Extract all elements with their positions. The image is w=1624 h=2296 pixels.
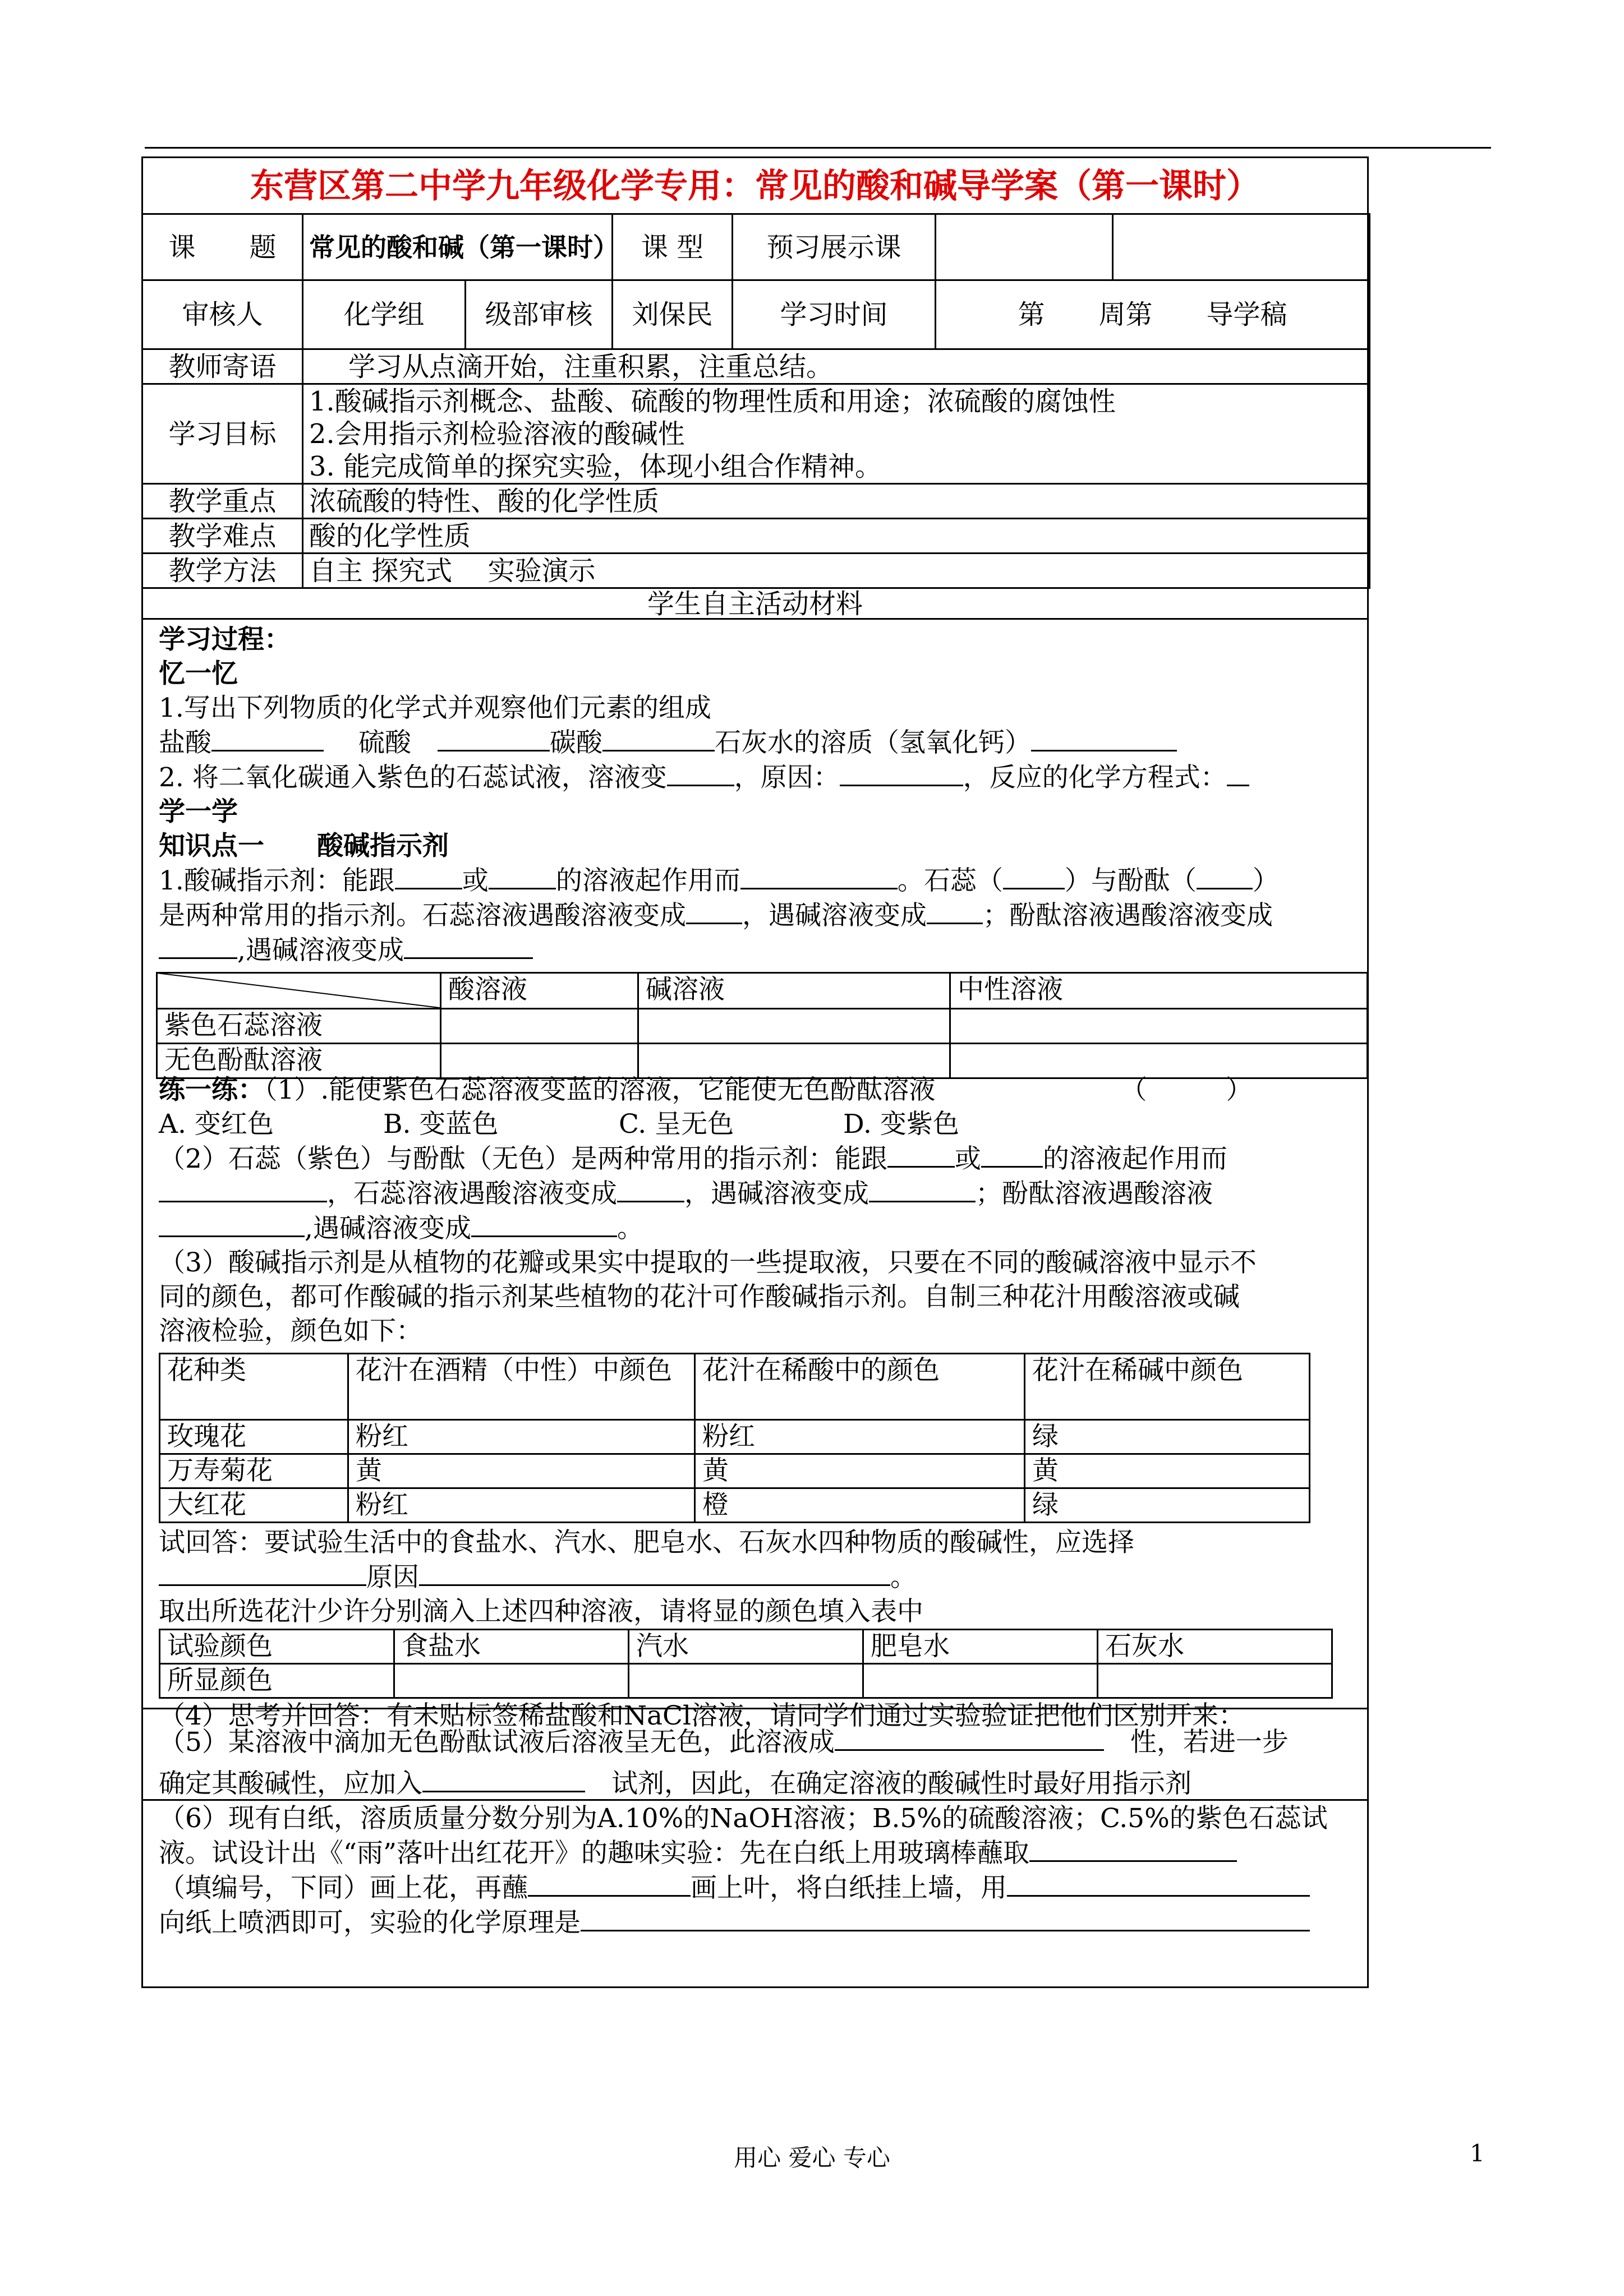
text: 。石蕊（ <box>897 865 1003 896</box>
activity-content <box>159 623 1354 1733</box>
text: ；酚酞溶液遇酸溶液 <box>976 1178 1213 1209</box>
answer-line[interactable] <box>141 1708 1369 1709</box>
text: ，原因： <box>734 762 840 793</box>
table-cell: 黄 <box>348 1454 695 1488</box>
goal-item: 2.会用指示剂检验溶液的酸碱性 <box>309 418 685 450</box>
answer-cell[interactable] <box>394 1664 629 1698</box>
goals-list <box>303 384 1370 484</box>
difficulty-value: 酸的化学性质 <box>303 519 1370 554</box>
answer-blank[interactable] <box>438 725 550 751</box>
empty-cell <box>1113 214 1370 280</box>
text: 画上叶，将白纸挂上墙，用 <box>691 1873 1007 1903</box>
answer-blank[interactable] <box>528 1870 691 1897</box>
take-instruction: 取出所选花汁少许分别滴入上述四种溶液，请将显的颜色填入表中 <box>159 1596 923 1627</box>
recall-heading: 忆一忆 <box>159 658 238 689</box>
text: 的溶液起作用而 <box>1042 1144 1227 1174</box>
practice-6-line3 <box>159 1870 1354 1905</box>
process-heading: 学习过程： <box>159 624 291 655</box>
table-header: 食盐水 <box>394 1630 629 1664</box>
answer-cell[interactable] <box>638 1009 950 1044</box>
table-header: 花汁在稀碱中颜色 <box>1025 1354 1310 1420</box>
practice-6-line4 <box>159 1905 1354 1940</box>
answer-blank[interactable] <box>159 1560 366 1586</box>
practice-5 <box>159 1725 1354 1759</box>
table-header: 花汁在稀酸中的颜色 <box>695 1354 1025 1420</box>
diagonal-line <box>156 972 448 1011</box>
answer-blank[interactable] <box>740 863 898 889</box>
topic-value: 常见的酸和碱（第一课时） <box>303 214 613 280</box>
answer-blank[interactable] <box>159 1211 305 1237</box>
method-label: 教学方法 <box>142 554 303 588</box>
answer-blank[interactable] <box>1007 1870 1310 1897</box>
text: （5）某溶液中滴加无色酚酞试液后溶液呈无色，此溶液成 <box>159 1727 835 1758</box>
text: ）与酚酞（ <box>1064 865 1197 896</box>
table-row-label: 无色酚酞溶液 <box>157 1044 441 1078</box>
answer-blank[interactable] <box>869 1176 976 1202</box>
practice-1-options <box>159 1107 1354 1141</box>
page-footer: 用心 爱心 专心 <box>734 2144 890 2171</box>
table-cell: 大红花 <box>160 1488 348 1523</box>
text: 性，若进一步 <box>1130 1727 1289 1758</box>
text: ） <box>1252 865 1279 896</box>
answer-blank[interactable] <box>840 760 963 786</box>
answer-blank[interactable] <box>419 1560 890 1586</box>
answer-blank[interactable] <box>1029 1836 1237 1862</box>
para-1 <box>159 863 1354 898</box>
text: ，石蕊溶液遇酸溶液变成 <box>327 1178 617 1209</box>
color-table <box>159 1629 1333 1699</box>
page-number: 1 <box>1470 2140 1485 2167</box>
difficulty-label: 教学难点 <box>142 519 303 554</box>
table-header: 肥皂水 <box>863 1630 1098 1664</box>
practice-2-line3 <box>159 1211 1354 1246</box>
option-b[interactable]: B. 变蓝色 <box>383 1109 499 1140</box>
text: 原因 <box>366 1562 419 1593</box>
table-header: 碱溶液 <box>638 973 950 1009</box>
answer-blank[interactable] <box>1197 863 1253 889</box>
table-cell: 绿 <box>1025 1420 1310 1454</box>
practice-3-line3: 溶液检验，颜色如下： <box>159 1316 422 1347</box>
practice-3-line1: （3）酸碱指示剂是从植物的花瓣或果实中提取的一些提取液，只要在不同的酸碱溶液中显示不 <box>159 1247 1257 1278</box>
table-header: 石灰水 <box>1098 1630 1332 1664</box>
table-cell: 粉红 <box>348 1488 695 1523</box>
practice-3-line2: 同的颜色，都可作酸碱的指示剂某些植物的花汁可作酸碱指示剂。自制三种花汁用酸溶液或碱 <box>159 1281 1240 1312</box>
answer-blank[interactable] <box>1003 863 1065 889</box>
practice-2 <box>159 1141 1354 1176</box>
focus-label: 教学重点 <box>142 484 303 519</box>
text: 的溶液起作用而 <box>555 865 740 896</box>
text: 或 <box>462 865 489 896</box>
activity-content-lower <box>159 1725 1354 1801</box>
answer-cell[interactable] <box>638 1044 950 1078</box>
teacher-label: 教师寄语 <box>142 349 303 384</box>
answer-cell[interactable] <box>863 1664 1098 1698</box>
answer-cell[interactable] <box>441 1009 638 1044</box>
answer-blank[interactable] <box>471 1211 617 1237</box>
activity-content-last <box>159 1801 1354 1940</box>
goal-item: 1.酸碱指示剂概念、盐酸、硫酸的物理性质和用途；浓硫酸的腐蚀性 <box>309 385 1116 417</box>
text: 或 <box>954 1144 981 1174</box>
text: （2）石蕊（紫色）与酚酞（无色）是两种常用的指示剂：能跟 <box>159 1144 887 1174</box>
teacher-value: 学习从点滴开始，注重积累，注重总结。 <box>303 349 1370 384</box>
item-label: 硫酸 <box>358 727 411 758</box>
question-1: 1.写出下列物质的化学式并观察他们元素的组成 <box>159 693 711 723</box>
text: （1）.能使紫色石蕊溶液变蓝的溶液，它能使无色酚酞溶液 <box>264 1075 936 1105</box>
practice-5-line2 <box>159 1766 1354 1801</box>
focus-value: 浓硫酸的特性、酸的化学性质 <box>303 484 1370 519</box>
practice-6-line2 <box>159 1836 1354 1870</box>
reviewer-label: 审核人 <box>142 280 303 349</box>
answer-blank[interactable] <box>1227 760 1249 786</box>
table-cell: 粉红 <box>348 1420 695 1454</box>
section-divider <box>141 1799 1369 1801</box>
practice-heading: 练一练： <box>159 1075 264 1105</box>
table-row-label: 紫色石蕊溶液 <box>157 1009 441 1044</box>
text: 。 <box>617 1213 643 1244</box>
text: （填编号，下同）画上花，再蘸 <box>159 1873 528 1903</box>
answer-blank[interactable] <box>422 1766 585 1792</box>
text: 液。试设计出《“雨”落叶出红花开》的趣味实验：先在白纸上用玻璃棒蘸取 <box>159 1838 1030 1869</box>
answer-blank[interactable] <box>211 725 324 751</box>
practice-6: （6）现有白纸，溶质质量分数分别为A.10%的NaOH溶液；B.5%的硫酸溶液；C.5%的紫色石蕊试 <box>159 1803 1328 1834</box>
item-label: 碳酸 <box>549 727 602 758</box>
text: 1.酸碱指示剂：能跟 <box>159 865 395 896</box>
try-answer: 试回答：要试验生活中的食盐水、汽水、肥皂水、石灰水四种物质的酸碱性，应选择 <box>159 1527 1134 1558</box>
table-cell: 粉红 <box>695 1420 1025 1454</box>
answer-cell[interactable] <box>629 1664 863 1698</box>
answer-cell[interactable] <box>950 1044 1368 1078</box>
table-cell: 橙 <box>695 1488 1025 1523</box>
text: 确定其酸碱性，应加入 <box>159 1768 422 1799</box>
table-header: 汽水 <box>629 1630 863 1664</box>
answer-blank[interactable] <box>489 863 556 889</box>
table-cell: 黄 <box>695 1454 1025 1488</box>
text: ，反应的化学方程式： <box>963 762 1227 793</box>
answer-blank[interactable] <box>617 1176 684 1202</box>
answer-paren[interactable]: （ ） <box>1120 1075 1253 1105</box>
table-header: 花种类 <box>160 1354 348 1420</box>
dept-value: 刘保民 <box>613 280 733 349</box>
goals-label: 学习目标 <box>142 384 303 484</box>
topic-label: 课 题 <box>142 214 303 280</box>
answer-blank[interactable] <box>667 760 734 786</box>
header-rule <box>145 147 1491 149</box>
goal-item: 3. 能完成简单的探究实验，体现小组合作精神。 <box>309 450 882 482</box>
indicator-table-wrap <box>159 972 1354 1076</box>
text: ，遇碱溶液变成 <box>684 1178 869 1209</box>
dept-label: 级部审核 <box>466 280 613 349</box>
option-c[interactable]: C. 呈无色 <box>619 1109 734 1140</box>
table-header: 花汁在酒精（中性）中颜色 <box>348 1354 695 1420</box>
table-cell: 黄 <box>1025 1454 1310 1488</box>
table-cell: 绿 <box>1025 1488 1310 1523</box>
table-row-label: 所显颜色 <box>160 1664 394 1698</box>
page-title: 东营区第二中学九年级化学专用：常见的酸和碱导学案（第一课时） <box>250 167 1260 206</box>
option-d[interactable]: D. 变紫色 <box>843 1109 959 1140</box>
para-2 <box>159 898 1354 933</box>
table-cell: 玫瑰花 <box>160 1420 348 1454</box>
text: 。 <box>890 1562 917 1593</box>
option-a[interactable]: A. 变红色 <box>159 1109 274 1140</box>
question-2 <box>159 760 1354 795</box>
answer-blank[interactable] <box>159 933 237 959</box>
empty-cell <box>936 214 1113 280</box>
answer-cell[interactable] <box>1098 1664 1332 1698</box>
type-value: 预习展示课 <box>733 214 936 280</box>
text: 试剂，因此，在确定溶液的酸碱性时最好用指示剂 <box>611 1768 1191 1799</box>
table-header: 酸溶液 <box>441 973 638 1009</box>
text: 是两种常用的指示剂。石蕊溶液遇酸溶液变成 <box>159 900 686 931</box>
table-cell: 万寿菊花 <box>160 1454 348 1488</box>
question-1-blanks <box>159 725 1354 760</box>
answer-blank[interactable] <box>159 1176 327 1202</box>
answer-cell[interactable] <box>441 1044 638 1078</box>
answer-blank[interactable] <box>1031 725 1177 751</box>
answer-blank[interactable] <box>835 1725 1104 1751</box>
answer-blank[interactable] <box>927 898 983 924</box>
text: 2. 将二氧化碳通入紫色的石蕊试液，溶液变 <box>159 762 667 793</box>
item-label: 石灰水的溶质（氢氧化钙） <box>714 727 1031 758</box>
text: 向纸上喷洒即可，实验的化学原理是 <box>159 1907 581 1938</box>
practice-2-line2 <box>159 1176 1354 1211</box>
answer-blank[interactable] <box>887 1141 955 1168</box>
answer-blank[interactable] <box>686 898 742 924</box>
time-value: 第 周第 导学稿 <box>936 280 1370 349</box>
time-label: 学习时间 <box>733 280 936 349</box>
para-3 <box>159 933 1354 967</box>
text: ；酚酞溶液遇酸溶液变成 <box>983 900 1273 931</box>
learn-heading: 学一学 <box>159 796 238 827</box>
answer-blank[interactable] <box>395 863 462 889</box>
lesson-info-table <box>141 213 1370 589</box>
practice-4: （4）思考并回答：有未贴标签稀盐酸和NaCl溶液，请同学们通过实验验证把他们区别开来： <box>159 1700 1245 1731</box>
flower-table <box>159 1353 1310 1523</box>
answer-blank[interactable] <box>981 1141 1043 1168</box>
reviewer-value: 化学组 <box>303 280 466 349</box>
section-heading: 学生自主活动材料 <box>141 589 1369 620</box>
knowledge-point-heading: 知识点一 酸碱指示剂 <box>159 831 449 861</box>
answer-blank[interactable] <box>602 725 715 751</box>
answer-blank[interactable] <box>581 1905 1310 1931</box>
type-label: 课 型 <box>613 214 733 280</box>
answer-cell[interactable] <box>950 1009 1368 1044</box>
table-header: 试验颜色 <box>160 1630 394 1664</box>
answer-blank[interactable] <box>404 933 533 959</box>
text: ,遇碱溶液变成 <box>237 935 404 966</box>
text: ，遇碱溶液变成 <box>742 900 927 931</box>
try-answer-line2 <box>159 1560 1354 1594</box>
item-label: 盐酸 <box>159 727 211 758</box>
table-header: 中性溶液 <box>950 973 1368 1009</box>
method-value: 自主 探究式 实验演示 <box>303 554 1370 588</box>
text: ,遇碱溶液变成 <box>305 1213 471 1244</box>
